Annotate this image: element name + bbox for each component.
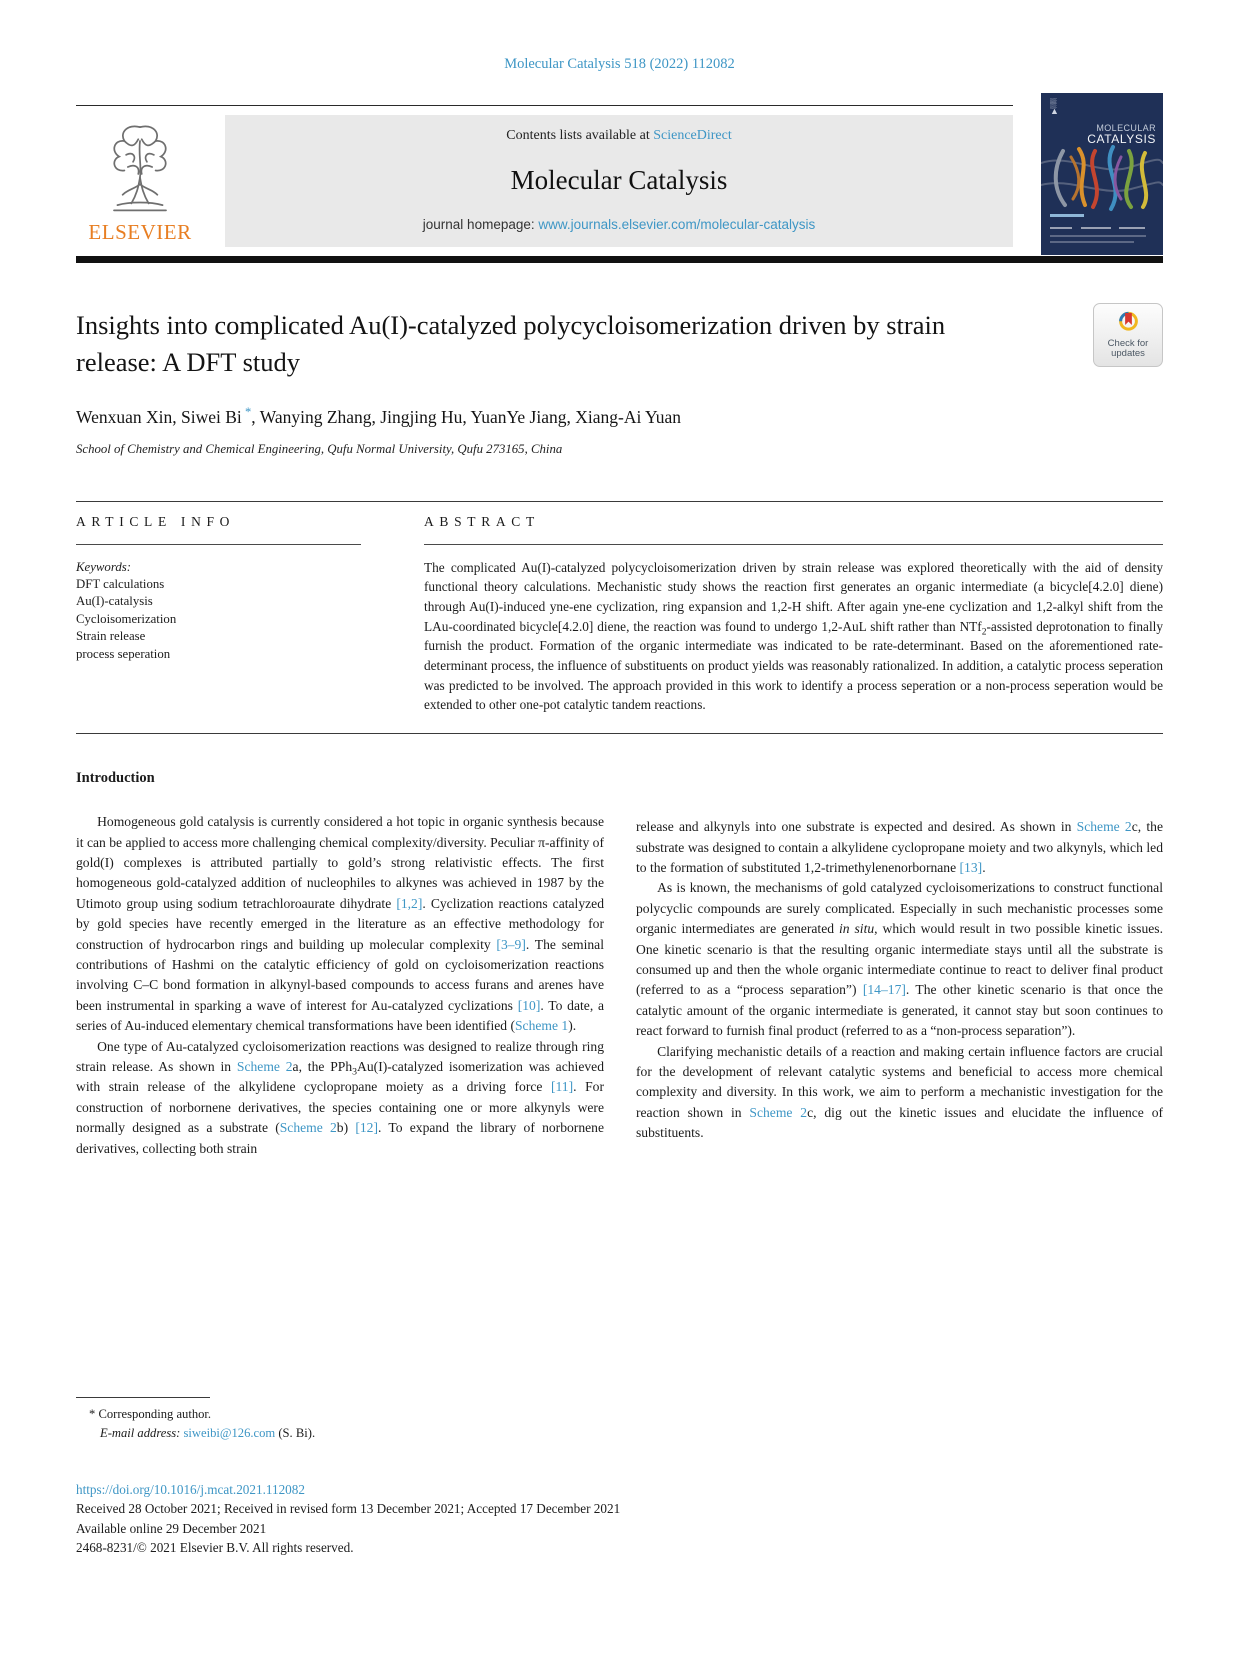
- available-online: Available online 29 December 2021: [76, 1520, 267, 1536]
- body-column-right: [636, 770, 1163, 1159]
- body-columns: [76, 770, 1163, 1159]
- abstract-text: The complicated Au(I)-catalyzed polycycloisomerization driven by strain release was explored theoretically with the aid of density functional theory calculations. Mechanistic study shows the reaction first generates an organic intermediate (a bicycle[4.2.0] diene) through Au(I)-induced yne-ene cyclization, ring expansion and 1,2-H shift. After again yne-ene cyclization and 1,2-alkyl shift from the LAu-coordinated bicycle[4.2.0] diene, the reaction was found to undergo 1,2-AuL shift rather than NTf$_2$-assisted deprotonation to finally furnish the product. Formation of the organic intermediate was indicated to be rate-determinant. Based on the aforementioned rate-determinant process, the influence of substituents on product yields was reasonably rationalized. In addition, a catalytic process seperation was predicted to be involved. The approach provided in this work to identify a process seperation or a non-process seperation would be extended to other one-pot catalytic tandem reactions.: [424, 559, 1163, 713]
- body-paragraph: release and alkynyls into one substrate is expected and desired. As shown in Scheme 2c, the substrate was designed to contain a alkylidene cyclopropane moiety and two alkynyls, which led to the formation of substituted 1,2-trimethylenenorbornane [13].: [636, 819, 1163, 875]
- check-updates-icon: [1115, 310, 1142, 337]
- cover-text-bar: [1119, 227, 1145, 229]
- journal-name: Molecular Catalysis: [510, 165, 728, 195]
- cover-text-bar: [1081, 227, 1111, 229]
- cover-text-bar: [1050, 227, 1072, 229]
- homepage-line: journal homepage: www.journals.elsevier.com/molecular-catalysis: [422, 217, 816, 232]
- header-divider-bar: [76, 256, 1163, 263]
- abstract-column: [424, 514, 1163, 716]
- info-abstract-section: [76, 501, 1163, 735]
- check-badge-line2: updates: [1111, 348, 1145, 359]
- inline-link[interactable]: siweibi@126.com: [183, 1425, 276, 1440]
- footnote-rule: [76, 1397, 210, 1398]
- inline-link[interactable]: [10]: [517, 997, 541, 1013]
- inline-link[interactable]: [1,2]: [396, 895, 423, 911]
- journal-citation: Molecular Catalysis 518 (2022) 112082: [504, 56, 735, 72]
- elsevier-tree-icon: [88, 115, 192, 219]
- journal-banner: [225, 115, 1013, 247]
- inline-link[interactable]: *: [241, 404, 252, 419]
- cover-elsevier-mark-icon: ▒ ▲: [1050, 98, 1059, 116]
- inline-link[interactable]: Scheme 2: [236, 1059, 293, 1074]
- page-bottom-block: [76, 1397, 1163, 1558]
- inline-link[interactable]: ScienceDirect: [653, 128, 732, 143]
- email-line: E-mail address: siweibi@126.com (S. Bi).: [100, 1425, 316, 1440]
- page-title: Insights into complicated Au(I)-catalyzed polycycloisomerization driven by strain release: A DFT study: [76, 309, 946, 377]
- elsevier-logo: [76, 115, 204, 247]
- body-paragraph: As is known, the mechanisms of gold catalyzed cycloisomerizations to construct functional polycyclic compounds are surely complicated. Especially in such mechanistic processes some organic intermediates are generated in situ, which would result in two possible kinetic issues. One kinetic scenario is that the resulting organic intermediate stays until all the substrate is consumed up and then the whole organic intermediate continue to react to deliver final product (referred to as a “process separation”) [14–17]. The other kinetic scenario is that once the catalytic amount of the organic intermediate is generated, it cannot stay but soon continues to react forward to furnish final product (referred to as a “non-process separation”).: [636, 880, 1164, 1039]
- journal-cover-thumbnail: [1041, 93, 1163, 255]
- inline-link[interactable]: [14–17]: [862, 982, 906, 998]
- doi-link[interactable]: https://doi.org/10.1016/j.mcat.2021.112082: [76, 1481, 305, 1497]
- cover-text-bar: [1050, 235, 1146, 237]
- cover-art: [1041, 93, 1163, 255]
- contents-line: Contents lists available at ScienceDirect: [506, 128, 732, 143]
- body-column-left: [76, 770, 604, 1159]
- keywords-label: Keywords:: [76, 559, 131, 574]
- check-updates-badge[interactable]: [1093, 303, 1163, 367]
- affiliation: School of Chemistry and Chemical Engineering, Qufu Normal University, Qufu 273165, China: [76, 441, 563, 456]
- body-paragraph: Homogeneous gold catalysis is currently considered a hot topic in organic synthesis because it can be applied to access more challenging chemical complexity/diversity. Peculiar π-affinity of gold(I) complexes is attributed partially to gold’s strong relativistic effects. The first homogeneous gold-catalyzed addition of nucleophiles to alkynes was achieved in 1987 by the Utimoto group using sodium tetrachloroaurate dihydrate [1,2]. Cyclization reactions catalyzed by gold species have recently emerged in the literature as an effective methodology for construction of hydrocarbon rings and building up molecular complexity [3–9]. The seminal contributions of Hashmi on the catalytic efficiency of gold on cycloisomerization reactions involving C–C bond formation in alkynyl-based compounds to access furans and arenes have been instrumental in sparking a wave of interest for Au-catalyzed cyclizations [10]. To date, a series of Au-induced elementary chemical transformations have been identified (Scheme 1).: [76, 814, 605, 1034]
- abstract-heading: ABSTRACT: [424, 514, 1163, 545]
- check-badge-line1: Check for: [1107, 337, 1149, 349]
- body-paragraph: Clarifying mechanistic details of a reaction and making certain influence factors are crucial for the development of relevant catalytic systems and beneficial to access more chemical complexity and diversity. In this work, we aim to perform a mechanistic investigation for the reaction shown in Scheme 2c, dig out the kinetic issues and elucidate the influence of substituents.: [636, 1043, 1164, 1141]
- inline-link[interactable]: Scheme 2: [1076, 819, 1132, 835]
- inline-link[interactable]: [12]: [355, 1120, 379, 1136]
- cover-text-bar: [1050, 241, 1134, 243]
- inline-link[interactable]: [11]: [550, 1079, 574, 1095]
- keyword: Au(I)-catalysis: [76, 594, 153, 609]
- received-dates: Received 28 October 2021; Received in revised form 13 December 2021; Accepted 17 December 2021: [76, 1501, 621, 1517]
- keyword: process seperation: [76, 646, 171, 661]
- cover-sciencedirect-bar: [1050, 214, 1084, 217]
- section-heading-introduction: Introduction: [76, 770, 155, 787]
- journal-header: [76, 98, 1163, 247]
- author-list: Wenxuan Xin, Siwei Bi *, Wanying Zhang, Jingjing Hu, YuanYe Jiang, Xiang-Ai Yuan: [76, 404, 682, 427]
- issn-copyright: 2468-8231/© 2021 Elsevier B.V. All rights reserved.: [76, 1540, 354, 1556]
- inline-link[interactable]: www.journals.elsevier.com/molecular-catalysis: [538, 217, 816, 232]
- article-footer: [76, 1480, 1163, 1558]
- inline-link[interactable]: [13]: [959, 859, 983, 875]
- keyword: DFT calculations: [76, 576, 165, 591]
- article-info-column: [76, 514, 361, 716]
- inline-link[interactable]: Scheme 1: [514, 1018, 569, 1034]
- elsevier-wordmark: ELSEVIER: [88, 220, 192, 244]
- corresponding-author-note: * Corresponding author.: [89, 1406, 212, 1421]
- header-rule-zone: [76, 105, 1013, 247]
- inline-link[interactable]: Scheme 2: [749, 1104, 808, 1120]
- inline-link[interactable]: [3–9]: [496, 936, 526, 952]
- cover-title: MOLECULAR CATALYSIS: [1087, 123, 1156, 146]
- article-info-heading: ARTICLE INFO: [76, 514, 361, 545]
- inline-link[interactable]: Scheme 2: [279, 1120, 337, 1136]
- body-paragraph: One type of Au-catalyzed cycloisomerization reactions was designed to realize through ring strain release. As shown in Scheme 2a, the PPh$_3$Au(I)-catalyzed isomerization was achieved with strain release of the alkylidene cyclopropane moiety as a driving force [11]. For construction of norbornene derivatives, the species containing one or more alkynyls were normally designed as a substrate (Scheme 2b) [12]. To expand the library of norbornene derivatives, collecting both strain: [76, 1038, 604, 1156]
- keyword: Cycloisomerization: [76, 611, 177, 626]
- keyword: Strain release: [76, 629, 146, 644]
